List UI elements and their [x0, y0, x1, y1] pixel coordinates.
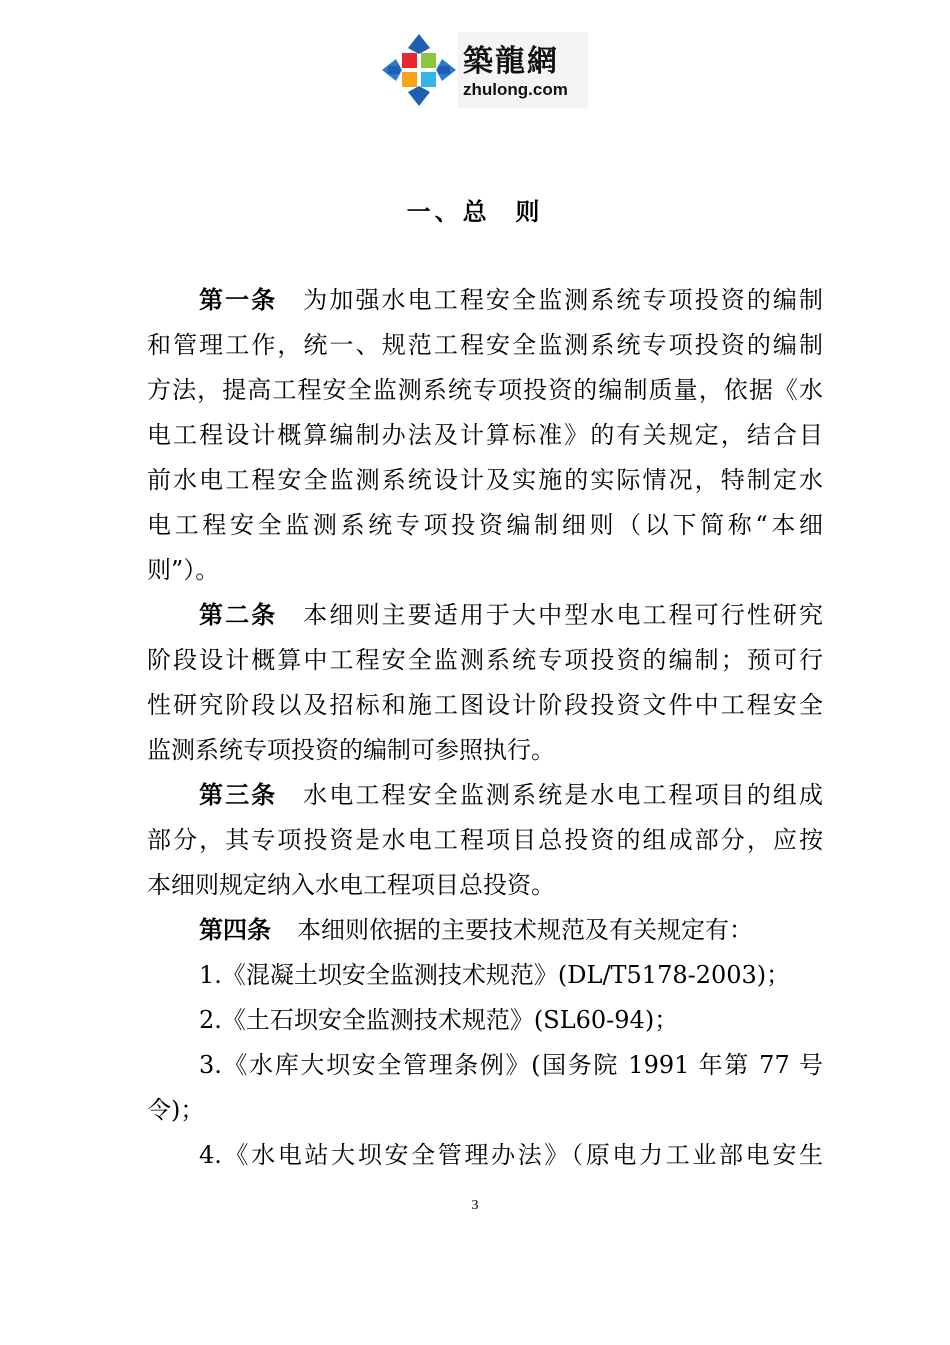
page-number: 3: [471, 1198, 479, 1213]
list-item: 1.《混凝土坝安全监测技术规范》(DL/T5178-2003)；: [199, 961, 791, 989]
paragraph-line: 电工程安全监测系统专项投资编制细则（以下简称“本细: [147, 511, 823, 539]
article-3: [147, 773, 823, 908]
paragraph-line: 监测系统专项投资的编制可参照执行。: [147, 736, 555, 764]
list-item: 2.《土石坝安全监测技术规范》(SL60-94)；: [199, 1006, 679, 1034]
paragraph-line: 和管理工作，统一、规范工程安全监测系统专项投资的编制: [147, 331, 823, 359]
logo-mark-icon: [378, 30, 460, 110]
article-2: [147, 593, 823, 773]
list-item: 3.《水库大坝安全管理条例》(国务院 1991 年第 77 号: [199, 1051, 823, 1079]
paragraph-line: 阶段设计概算中工程安全监测系统专项投资的编制；预可行: [147, 646, 823, 674]
article-label: 第二条: [199, 601, 278, 629]
logo-domain: zhulong.com: [463, 80, 568, 99]
article-label: 第一条: [199, 286, 278, 314]
paragraph-line: 电工程设计概算编制办法及计算标准》的有关规定，结合目: [147, 421, 823, 449]
paragraph-line: 第二条 本细则主要适用于大中型水电工程可行性研究: [199, 601, 824, 629]
article-label: 第三条: [199, 781, 278, 809]
paragraph-line: 部分，其专项投资是水电工程项目总投资的组成部分，应按: [147, 826, 823, 854]
list-item: 令)；: [147, 1096, 205, 1124]
paragraph-line: 前水电工程安全监测系统设计及实施的实际情况，特制定水: [147, 466, 823, 494]
paragraph-line: 第三条 水电工程安全监测系统是水电工程项目的组成: [199, 781, 824, 809]
logo-name: 築龍網: [463, 44, 559, 79]
article-4: [147, 908, 823, 1178]
document-body: [147, 278, 823, 1178]
article-label: 第四条: [199, 916, 271, 944]
paragraph-line: 则”）。: [147, 556, 220, 584]
paragraph-line: 第四条 本细则依据的主要技术规范及有关规定有：: [199, 916, 753, 944]
paragraph-line: 本细则规定纳入水电工程项目总投资。: [147, 871, 555, 899]
article-1: [147, 278, 823, 593]
paragraph-line: 方法，提高工程安全监测系统专项投资的编制质量，依据《水: [147, 376, 823, 404]
section-heading: 一、总 则: [406, 197, 544, 226]
paragraph-line: 第一条 为加强水电工程安全监测系统专项投资的编制: [199, 286, 824, 314]
paragraph-line: 性研究阶段以及招标和施工图设计阶段投资文件中工程安全: [147, 691, 823, 719]
list-item: 4.《水电站大坝安全管理办法》（原电力工业部电安生: [199, 1141, 823, 1169]
